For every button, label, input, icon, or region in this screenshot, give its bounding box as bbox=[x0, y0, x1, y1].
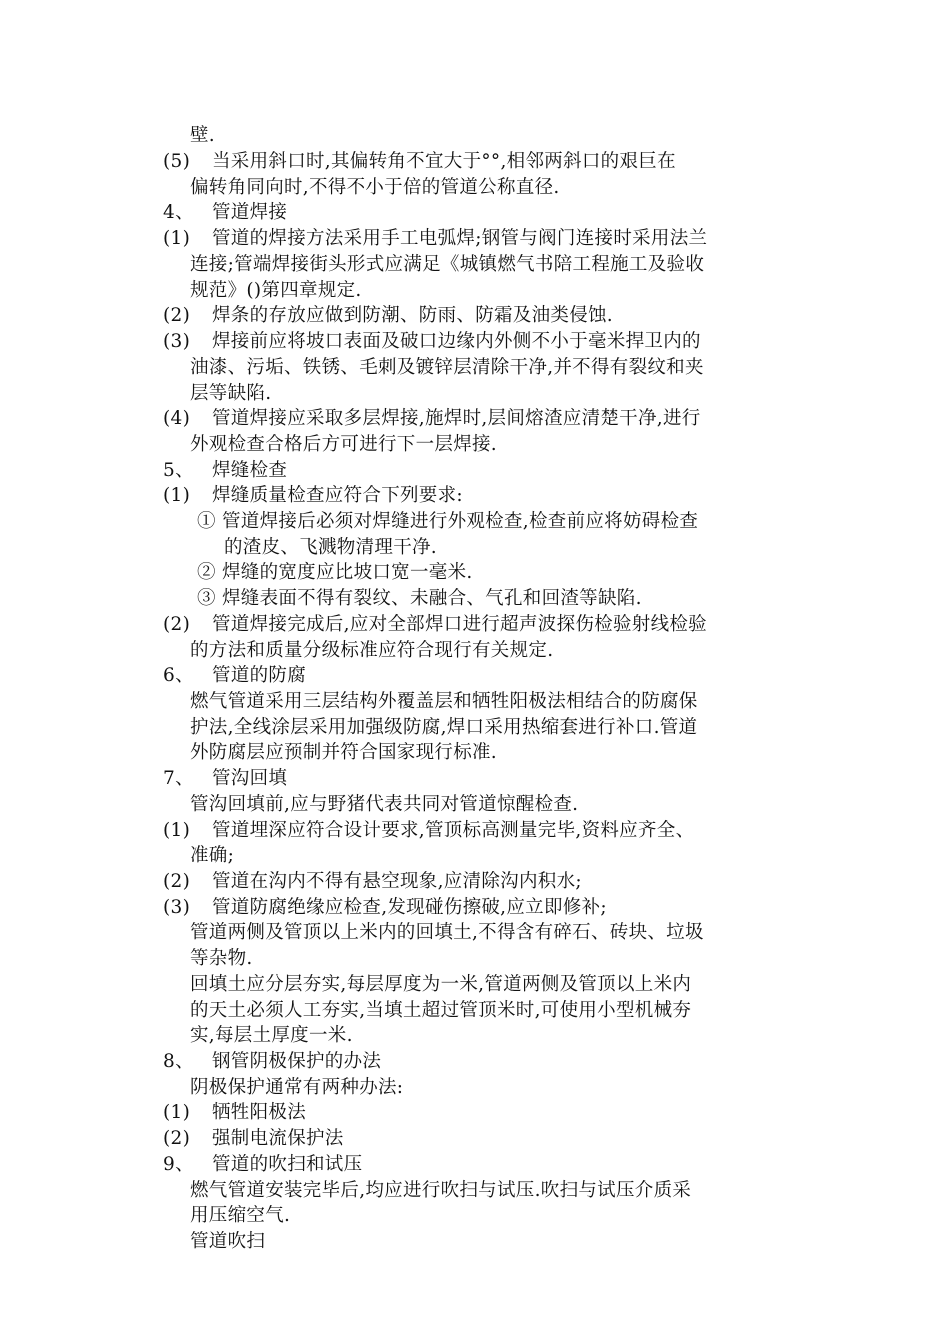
line-text: 焊接前应将坡口表面及破口边缘内外侧不小于毫米捍卫内的 bbox=[212, 331, 701, 352]
line-text: 用压缩空气. bbox=[190, 1205, 291, 1226]
line-text: 偏转角同向时,不得不小于倍的管道公称直径. bbox=[190, 177, 560, 198]
line-text: 管沟回填 bbox=[212, 768, 288, 789]
line-text: 护法,全线涂层采用加强级防腐,焊口采用热缩套进行补口.管道 bbox=[190, 717, 698, 738]
line-text: 实,每层土厚度一米. bbox=[190, 1025, 353, 1046]
text-line bbox=[190, 844, 234, 868]
text-line bbox=[197, 510, 698, 534]
line-number: 8、 bbox=[163, 1051, 194, 1072]
text-line bbox=[190, 253, 704, 277]
line-text: 当采用斜口时,其偏转角不宜大于°°,相邻两斜口的艰巨在 bbox=[212, 151, 676, 172]
line-text: 规范》()第四章规定. bbox=[190, 280, 362, 301]
text-line bbox=[190, 1204, 290, 1228]
line-text: 外防腐层应预制并符合国家现行标准. bbox=[190, 742, 497, 763]
text-line bbox=[163, 150, 676, 174]
line-text: 的渣皮、飞溅物清理干净. bbox=[224, 537, 437, 558]
line-number: (2) bbox=[163, 1128, 191, 1149]
text-line bbox=[190, 176, 560, 200]
text-line bbox=[163, 613, 707, 637]
text-line bbox=[190, 1076, 403, 1100]
line-number: 4、 bbox=[163, 202, 194, 223]
line-number: (1) bbox=[163, 228, 191, 249]
line-number: 6、 bbox=[163, 665, 194, 686]
text-line bbox=[190, 433, 497, 457]
line-text: 阴极保护通常有两种办法: bbox=[190, 1077, 404, 1098]
text-line bbox=[163, 767, 287, 791]
line-text: ① 管道焊接后必须对焊缝进行外观检查,检查前应将妨碍检查 bbox=[197, 511, 699, 532]
line-text: ③ 焊缝表面不得有裂纹、未融合、气孔和回渣等缺陷. bbox=[197, 588, 642, 609]
text-line bbox=[190, 1024, 353, 1048]
text-line bbox=[163, 1153, 362, 1177]
text-line bbox=[190, 1230, 265, 1254]
text-line bbox=[163, 227, 707, 251]
line-text: 管道在沟内不得有悬空现象,应清除沟内积水; bbox=[212, 871, 582, 892]
text-line bbox=[190, 382, 271, 406]
line-text: 管道焊接应采取多层焊接,施焊时,层间熔渣应清楚干净,进行 bbox=[212, 408, 701, 429]
line-number: (2) bbox=[163, 305, 191, 326]
line-text: 管道防腐绝缘应检查,发现碰伤擦破,应立即修补; bbox=[212, 897, 607, 918]
text-line bbox=[163, 870, 582, 894]
line-number: (5) bbox=[163, 151, 191, 172]
line-text: 管道焊接 bbox=[212, 202, 288, 223]
line-text: 油漆、污垢、铁锈、毛刺及镀锌层清除干净,并不得有裂纹和夹 bbox=[190, 357, 704, 378]
line-text: 的方法和质量分级标准应符合现行有关规定. bbox=[190, 640, 554, 661]
line-text: 焊缝检查 bbox=[212, 460, 288, 481]
text-line bbox=[163, 1050, 381, 1074]
line-text: 外观检查合格后方可进行下一层焊接. bbox=[190, 434, 497, 455]
text-line bbox=[163, 1127, 344, 1151]
line-number: (2) bbox=[163, 871, 191, 892]
text-line bbox=[163, 304, 613, 328]
line-text: 连接;管端焊接街头形式应满足《城镇燃气书陪工程施工及验收 bbox=[190, 254, 705, 275]
line-number: (3) bbox=[163, 331, 191, 352]
line-number: 5、 bbox=[163, 460, 194, 481]
line-text: 壁. bbox=[190, 125, 215, 146]
line-text: 回填土应分层夯实,每层厚度为一米,管道两侧及管顶以上米内 bbox=[190, 974, 692, 995]
text-line bbox=[163, 459, 287, 483]
line-text: 管道埋深应符合设计要求,管顶标高测量完毕,资料应齐全、 bbox=[212, 820, 695, 841]
line-text: 的天土必须人工夯实,当填土超过管顶米时,可使用小型机械夯 bbox=[190, 1000, 692, 1021]
text-line bbox=[163, 896, 607, 920]
line-number: (1) bbox=[163, 485, 191, 506]
line-number: 7、 bbox=[163, 768, 194, 789]
line-text: 准确; bbox=[190, 845, 235, 866]
text-line bbox=[163, 664, 306, 688]
text-line bbox=[163, 484, 463, 508]
line-text: 管道的吹扫和试压 bbox=[212, 1154, 363, 1175]
text-line bbox=[190, 921, 704, 945]
text-line bbox=[190, 1179, 691, 1203]
line-number: (1) bbox=[163, 1102, 191, 1123]
line-text: 等杂物. bbox=[190, 948, 253, 969]
line-text: 燃气管道采用三层结构外覆盖层和牺牲阳极法相结合的防腐保 bbox=[190, 691, 698, 712]
text-line bbox=[163, 330, 701, 354]
text-line bbox=[190, 124, 215, 148]
text-line bbox=[190, 356, 704, 380]
line-text: 层等缺陷. bbox=[190, 383, 272, 404]
line-text: ② 焊缝的宽度应比坡口宽一毫米. bbox=[197, 562, 473, 583]
text-line bbox=[224, 536, 437, 560]
text-line bbox=[163, 407, 701, 431]
line-text: 燃气管道安装完毕后,均应进行吹扫与试压.吹扫与试压介质采 bbox=[190, 1180, 692, 1201]
text-line bbox=[190, 639, 553, 663]
text-line bbox=[190, 690, 698, 714]
text-line bbox=[190, 947, 253, 971]
line-text: 焊缝质量检查应符合下列要求: bbox=[212, 485, 463, 506]
text-line bbox=[190, 999, 691, 1023]
line-text: 焊条的存放应做到防潮、防雨、防霜及油类侵蚀. bbox=[212, 305, 613, 326]
text-line bbox=[163, 1101, 306, 1125]
text-line bbox=[190, 741, 497, 765]
text-line bbox=[163, 201, 287, 225]
line-text: 管道两侧及管顶以上米内的回填土,不得含有碎石、砖块、垃圾 bbox=[190, 922, 704, 943]
line-text: 管道吹扫 bbox=[190, 1231, 266, 1252]
line-text: 钢管阴极保护的办法 bbox=[212, 1051, 382, 1072]
text-line bbox=[197, 587, 642, 611]
line-number: (3) bbox=[163, 897, 191, 918]
text-line bbox=[190, 279, 362, 303]
line-number: 9、 bbox=[163, 1154, 194, 1175]
line-text: 管道的防腐 bbox=[212, 665, 307, 686]
line-number: (1) bbox=[163, 820, 191, 841]
text-line bbox=[190, 793, 578, 817]
line-number: (4) bbox=[163, 408, 191, 429]
line-text: 管道焊接完成后,应对全部焊口进行超声波探伤检验射线检验 bbox=[212, 614, 707, 635]
text-line bbox=[190, 716, 697, 740]
text-line bbox=[197, 561, 473, 585]
line-text: 牺牲阳极法 bbox=[212, 1102, 307, 1123]
line-text: 管道的焊接方法采用手工电弧焊;钢管与阀门连接时采用法兰 bbox=[212, 228, 708, 249]
text-line bbox=[190, 973, 691, 997]
line-number: (2) bbox=[163, 614, 191, 635]
line-text: 管沟回填前,应与野猪代表共同对管道惊醒检查. bbox=[190, 794, 579, 815]
text-line bbox=[163, 819, 694, 843]
line-text: 强制电流保护法 bbox=[212, 1128, 344, 1149]
